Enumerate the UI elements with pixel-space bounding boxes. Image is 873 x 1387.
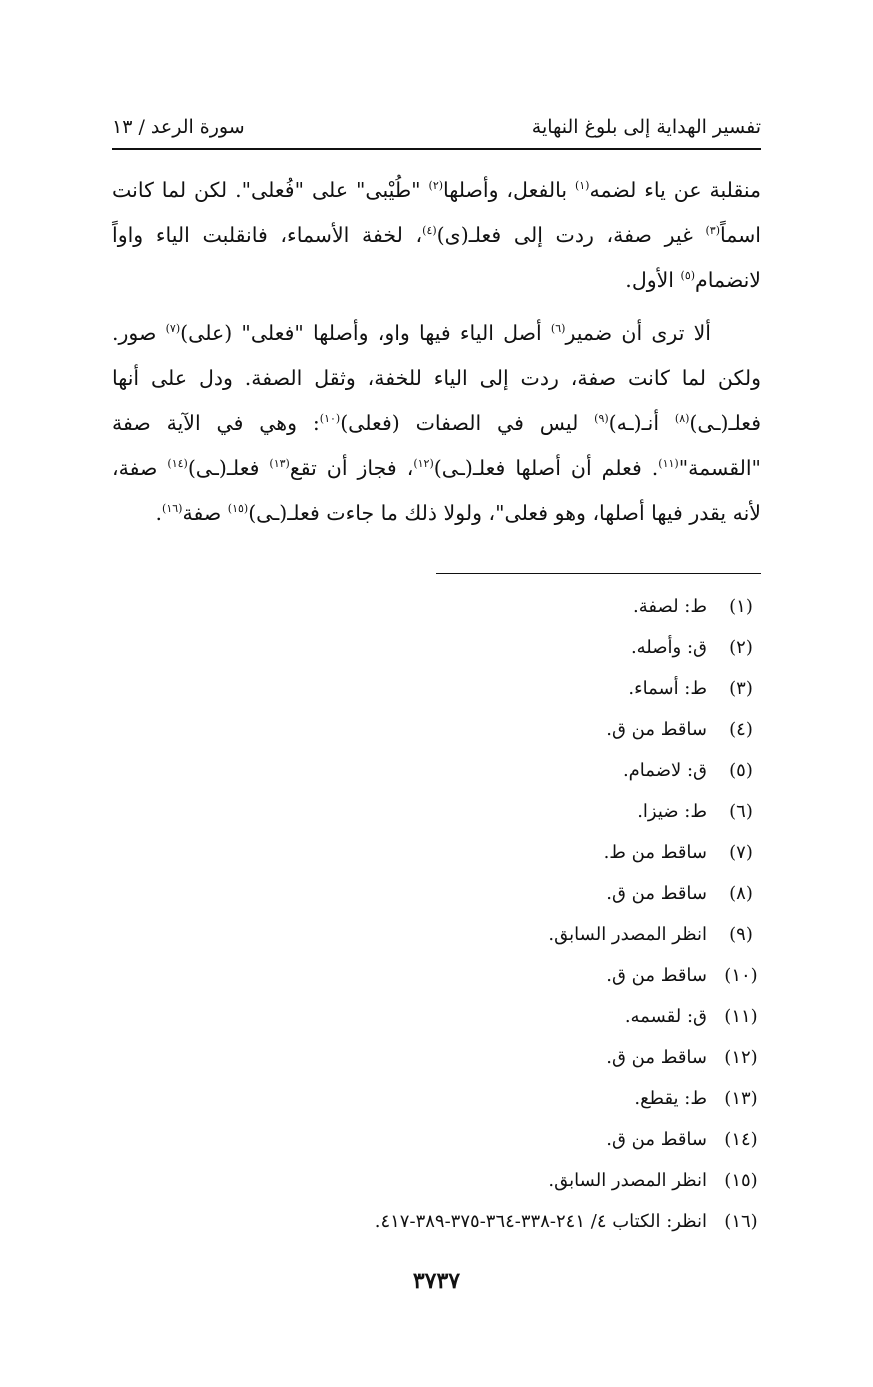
footnote-ref: (٧)	[165, 322, 181, 336]
surah-section: سورة الرعد / ١٣	[112, 116, 245, 138]
footnote-number: (٢)	[729, 637, 753, 658]
footnote-text: ط: يقطع.	[634, 1088, 707, 1109]
footnote-separator	[436, 573, 761, 574]
footnote-text: ساقط من ق.	[606, 1129, 707, 1150]
footnote-item	[112, 674, 761, 715]
footnote-ref: (٤)	[422, 224, 437, 238]
footnote-item	[112, 715, 761, 756]
footnote-number: (١٢)	[724, 1047, 758, 1068]
book-title: تفسير الهداية إلى بلوغ النهاية	[531, 116, 761, 138]
footnote-text: ساقط من ق.	[606, 883, 707, 904]
footnote-ref: (١١)	[658, 457, 679, 471]
paragraph-2: ألا ترى أن ضمير$^{(٦)}$ أصل الياء فيها واو، وأصلها "فعلى" (على)$^{(٧)}$ صور. ولكن لما كانت صفة، ردت إلى الياء للخفة، وثقل الصفة. ودل على أنها فعلـ(ـى)$^{(٨)}$ أنـ(ـه)$^{(٩)}$ ليس في الصفات (فعلى)$^{(١٠)}$: وهي في الآية صفة "القسمة"$^{(١١)}$. فعلم أن أصلها فعلـ(ـى)$^{(١٢)}$، فجاز أن تقع$^{(١٣)}$ فعلـ(ـى)$^{(١٤)}$ صفة، لأنه يقدر فيها أصلها، وهو فعلى"، ولولا ذلك ما جاءت فعلـ(ـى)$^{(١٥)}$ صفة$^{(١٦)}$.	[112, 321, 761, 525]
header-rule	[112, 148, 761, 150]
footnote-number: (٤)	[729, 719, 753, 740]
footnote-ref: (١٠)	[319, 412, 341, 426]
footnote-text: انظر المصدر السابق.	[548, 924, 707, 945]
footnote-number: (١)	[729, 596, 753, 617]
footnote-number: (٧)	[729, 842, 753, 863]
footnote-item	[112, 1043, 761, 1084]
footnote-item	[112, 1207, 761, 1248]
footnote-item	[112, 756, 761, 797]
footnote-ref: (٥)	[680, 269, 696, 283]
footnote-item	[112, 797, 761, 838]
footnote-text: ساقط من ق.	[606, 719, 707, 740]
footnote-number: (١٤)	[724, 1129, 758, 1150]
footnote-ref: (٨)	[674, 412, 690, 426]
footnote-number: (١٠)	[724, 965, 758, 986]
footnote-item	[112, 1125, 761, 1166]
footnote-item	[112, 633, 761, 674]
footnote-number: (٥)	[729, 760, 753, 781]
footnote-text: ق: لاضمام.	[622, 760, 707, 781]
footnote-ref: (١٢)	[413, 457, 434, 471]
footnote-text: ط: ضيزا.	[637, 801, 707, 822]
footnote-text: ق: لقسمه.	[624, 1006, 707, 1027]
footnote-number: (٦)	[729, 801, 753, 822]
footnote-ref: (١٦)	[162, 502, 183, 516]
footnote-number: (٣)	[729, 678, 753, 699]
footnote-ref: (١٥)	[227, 502, 249, 516]
footnote-ref: (٣)	[705, 224, 721, 238]
footnote-number: (٨)	[729, 883, 753, 904]
footnote-text: انظر المصدر السابق.	[548, 1170, 707, 1191]
paragraph-1: منقلبة عن ياء لضمه$^{(١)}$ بالفعل، وأصلها$^{(٢)}$ "طُيْبى" على "فُعلى". لكن لما كانت اسماً$^{(٣)}$ غير صفة، ردت إلى فعلـ(ى)$^{(٤)}$، لخفة الأسماء، فانقلبت الياء واواً لانضمام$^{(٥)}$ الأول.	[112, 178, 762, 292]
footnote-text: انظر: الكتاب ٤/ ٢٤١-٣٣٨-٣٦٤-٣٧٥-٣٨٩-٤١٧.	[374, 1211, 707, 1232]
footnote-number: (١١)	[724, 1006, 758, 1027]
footnotes-list	[112, 592, 761, 1248]
footnote-number: (١٥)	[724, 1170, 758, 1191]
footnote-ref: (١٣)	[269, 457, 290, 471]
footnote-text: ط: أسماء.	[628, 678, 707, 699]
footnote-item	[112, 592, 761, 633]
running-head	[112, 112, 761, 142]
main-text	[112, 168, 761, 536]
footnote-text: ساقط من ط.	[603, 842, 707, 863]
footnote-number: (١٦)	[724, 1211, 758, 1232]
footnote-item	[112, 1084, 761, 1125]
footnote-item	[112, 1166, 761, 1207]
footnote-item	[112, 838, 761, 879]
footnote-text: ط: لصفة.	[632, 596, 707, 617]
footnote-ref: (٩)	[594, 412, 609, 426]
footnote-text: ساقط من ق.	[606, 1047, 707, 1068]
footnote-ref: (٢)	[428, 179, 444, 193]
footnote-text: ساقط من ق.	[606, 965, 707, 986]
page-number: ٣٧٣٧	[412, 1268, 461, 1294]
footnote-item	[112, 920, 761, 961]
footnote-text: ق: وأصله.	[630, 637, 707, 658]
footnote-number: (١٣)	[724, 1088, 758, 1109]
footnote-ref: (٦)	[550, 322, 566, 336]
footnote-ref: (١)	[574, 179, 590, 193]
footnote-number: (٩)	[729, 924, 753, 945]
footnote-item	[112, 961, 761, 1002]
footnote-ref: (١٤)	[167, 457, 188, 471]
footnote-item	[112, 1002, 761, 1043]
footnote-item	[112, 879, 761, 920]
